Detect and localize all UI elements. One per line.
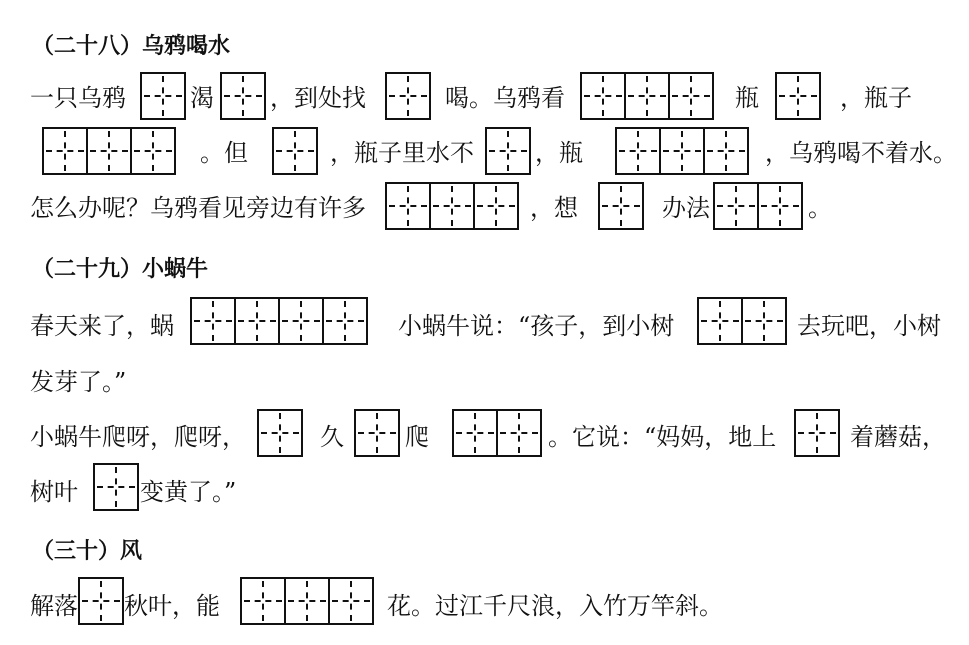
text: 解落: [30, 592, 78, 620]
tian-box[interactable]: [668, 72, 714, 120]
answer-box-group[interactable]: [615, 127, 749, 175]
tian-box[interactable]: [794, 409, 840, 457]
tian-box[interactable]: [78, 577, 124, 625]
tian-box[interactable]: [429, 182, 475, 230]
tian-box[interactable]: [240, 577, 286, 625]
text: 一只乌鸦: [30, 84, 126, 112]
text: 怎么办呢？乌鸦看见旁边有许多: [30, 194, 366, 222]
answer-box-group[interactable]: [385, 182, 519, 230]
tian-box[interactable]: [130, 127, 176, 175]
answer-box-group[interactable]: [220, 72, 266, 120]
answer-box-group[interactable]: [713, 182, 803, 230]
tian-box[interactable]: [485, 127, 531, 175]
text: ，到处找: [270, 84, 366, 112]
text: 久: [320, 423, 344, 451]
tian-box[interactable]: [278, 297, 324, 345]
answer-box-group[interactable]: [354, 409, 400, 457]
tian-box[interactable]: [220, 72, 266, 120]
answer-box-group[interactable]: [385, 72, 431, 120]
tian-box[interactable]: [624, 72, 670, 120]
tian-box[interactable]: [703, 127, 749, 175]
answer-box-group[interactable]: [580, 72, 714, 120]
tian-box[interactable]: [741, 297, 787, 345]
text: 爬: [405, 423, 429, 451]
tian-box[interactable]: [615, 127, 661, 175]
text: 着蘑菇，: [850, 423, 946, 451]
tian-box[interactable]: [190, 297, 236, 345]
text: 去玩吧，小树: [797, 312, 941, 340]
tian-box[interactable]: [272, 127, 318, 175]
text: ，瓶: [535, 139, 583, 167]
answer-box-group[interactable]: [775, 72, 821, 120]
answer-box-group[interactable]: [452, 409, 542, 457]
text: 小蜗牛爬呀，爬呀，: [30, 423, 246, 451]
tian-box[interactable]: [284, 577, 330, 625]
tian-box[interactable]: [328, 577, 374, 625]
text: 花。过江千尺浪，入竹万竿斜。: [387, 592, 723, 620]
text: 办法: [662, 194, 710, 222]
text: ，瓶子: [840, 84, 912, 112]
answer-box-group[interactable]: [794, 409, 840, 457]
answer-box-group[interactable]: [697, 297, 787, 345]
tian-box[interactable]: [452, 409, 498, 457]
text: 渴: [190, 84, 214, 112]
tian-box[interactable]: [140, 72, 186, 120]
tian-box[interactable]: [257, 409, 303, 457]
tian-box[interactable]: [42, 127, 88, 175]
section-title-28: （二十八）乌鸦喝水: [32, 34, 231, 59]
text: 瓶: [735, 84, 759, 112]
tian-box[interactable]: [713, 182, 759, 230]
tian-box[interactable]: [234, 297, 280, 345]
text: 秋叶，能: [124, 592, 220, 620]
answer-box-group[interactable]: [485, 127, 531, 175]
text: ，瓶子里水不: [330, 139, 474, 167]
text: 小蜗牛说：“孩子，到小树: [398, 312, 675, 340]
tian-box[interactable]: [580, 72, 626, 120]
text: 树叶: [30, 478, 78, 506]
text: 发芽了。”: [30, 368, 127, 396]
text: 春天来了，蜗: [30, 312, 174, 340]
tian-box[interactable]: [473, 182, 519, 230]
answer-box-group[interactable]: [598, 182, 644, 230]
tian-box[interactable]: [697, 297, 743, 345]
text: 变黄了。”: [140, 478, 237, 506]
text: 。它说：“妈妈，地上: [548, 423, 777, 451]
answer-box-group[interactable]: [272, 127, 318, 175]
tian-box[interactable]: [86, 127, 132, 175]
text: ，乌鸦喝不着水。: [765, 139, 957, 167]
text: 。但: [200, 139, 248, 167]
tian-box[interactable]: [757, 182, 803, 230]
section-title-29: （二十九）小蜗牛: [32, 257, 209, 282]
answer-box-group[interactable]: [140, 72, 186, 120]
answer-box-group[interactable]: [257, 409, 303, 457]
tian-box[interactable]: [496, 409, 542, 457]
tian-box[interactable]: [775, 72, 821, 120]
answer-box-group[interactable]: [190, 297, 368, 345]
text: ，想: [530, 194, 578, 222]
tian-box[interactable]: [322, 297, 368, 345]
tian-box[interactable]: [385, 72, 431, 120]
tian-box[interactable]: [385, 182, 431, 230]
tian-box[interactable]: [354, 409, 400, 457]
tian-box[interactable]: [93, 463, 139, 511]
tian-box[interactable]: [659, 127, 705, 175]
answer-box-group[interactable]: [93, 463, 139, 511]
section-title-30: （三十）风: [32, 539, 143, 564]
answer-box-group[interactable]: [78, 577, 124, 625]
answer-box-group[interactable]: [42, 127, 176, 175]
text: 。: [808, 194, 832, 222]
tian-box[interactable]: [598, 182, 644, 230]
answer-box-group[interactable]: [240, 577, 374, 625]
text: 喝。乌鸦看: [445, 84, 565, 112]
